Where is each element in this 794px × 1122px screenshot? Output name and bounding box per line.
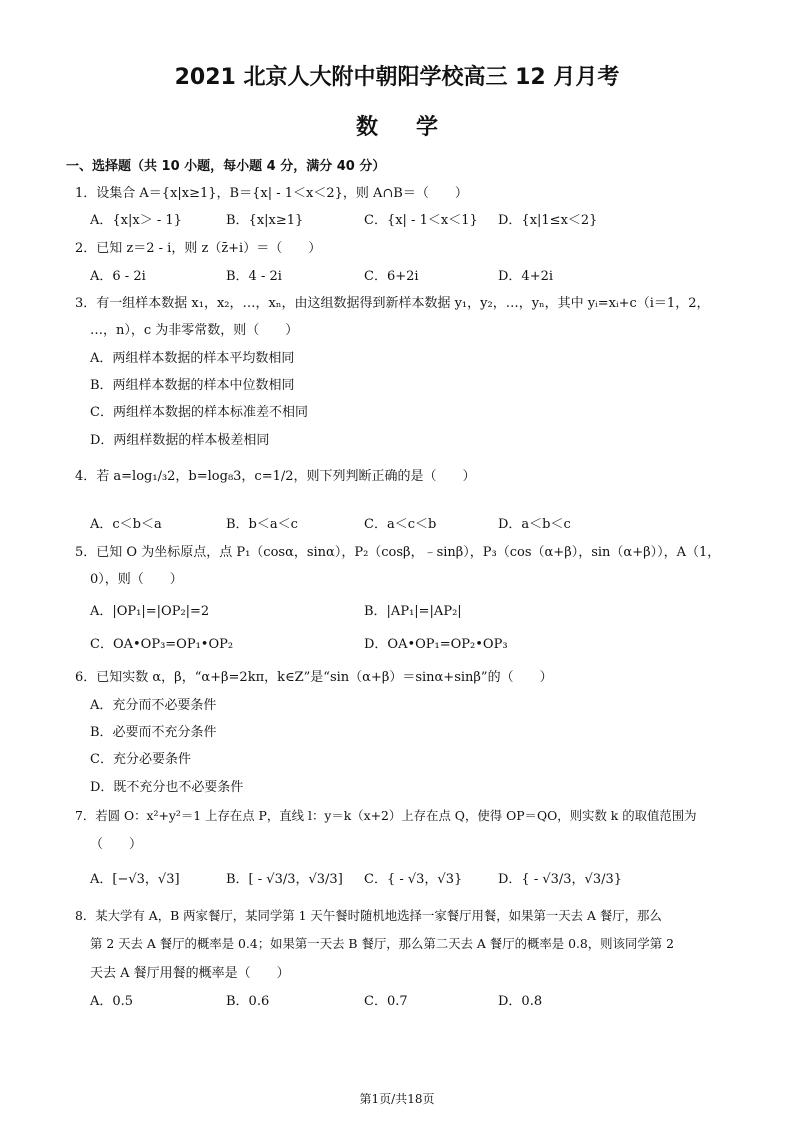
q5-option-a: A．|OP₁|=|OP₂|=2 (90, 604, 210, 619)
section-heading: 一、选择题（共 10 小题，每小题 4 分，满分 40 分） (66, 159, 386, 174)
page-number: 第1页/共18页 (359, 1092, 435, 1106)
question-7-stem-line-1: 7．若圆 O：x²+y²＝1 上存在点 P，直线 l：y＝k（x+2）上存在点 Q，使得 OP＝QO，则实数 k 的取值范围为 (75, 808, 697, 823)
q6-option-c: C．充分必要条件 (90, 752, 191, 767)
subject-title: 数学 (355, 115, 476, 140)
q8-option-c: C．0.7 (364, 994, 408, 1009)
q1-option-b: B．{x|x≥1} (226, 213, 304, 228)
q3-option-b: B．两组样本数据的样本中位数相同 (90, 378, 295, 393)
question-4-stem: 4．若 a=log₁/₃2，b=log₈3，c=1/2，则下列判断正确的是（ ） (75, 469, 476, 484)
question-8-stem-line-2: 第 2 天去 A 餐厅的概率是 0.4；如果第一天去 B 餐厅，那么第二天去 A 餐厅的概率是 0.8，则该同学第 2 (90, 936, 674, 951)
q6-option-b: B．必要而不充分条件 (90, 725, 217, 740)
q6-option-d: D．既不充分也不必要条件 (90, 780, 244, 795)
q2-option-b: B．4 - 2i (226, 269, 282, 284)
question-8-stem-line-3: 天去 A 餐厅用餐的概率是（ ） (90, 966, 290, 981)
question-1-stem: 1．设集合 A＝{x|x≥1}，B＝{x| - 1＜x＜2}，则 A∩B＝（ ） (75, 186, 468, 201)
page-title: 2021 北京人大附中朝阳学校高三 12 月月考 (174, 65, 620, 90)
q2-option-a: A．6 - 2i (90, 269, 146, 284)
q3-option-d: D．两组样数据的样本极差相同 (90, 433, 270, 448)
q8-option-d: D．0.8 (498, 994, 543, 1009)
q1-option-c: C．{x| - 1＜x＜1} (364, 213, 478, 228)
q4-option-d: D．a＜b＜c (498, 517, 571, 532)
question-7-stem-line-2: （ ） (90, 837, 143, 852)
q4-option-a: A．c＜b＜a (90, 517, 162, 532)
question-3-stem-line-2: …，n），c 为非零常数，则（ ） (90, 323, 299, 338)
question-3-stem-line-1: 3．有一组样本数据 x₁，x₂，…，xₙ，由这组数据得到新样本数据 y₁，y₂，…，yₙ，其中 yᵢ=xᵢ+c（i＝1，2， (75, 296, 710, 311)
q2-option-c: C．6+2i (364, 269, 419, 284)
q1-option-d: D．{x|1≤x＜2} (498, 213, 598, 228)
q4-option-b: B．b＜a＜c (226, 517, 298, 532)
q6-option-a: A．充分而不必要条件 (90, 698, 217, 713)
q2-option-d: D．4+2i (498, 269, 554, 284)
q3-option-c: C．两组样本数据的样本标准差不相同 (90, 405, 308, 420)
q5-option-d: D．OA•OP₁=OP₂•OP₃ (364, 637, 508, 652)
q7-option-c: C．{ - √3，√3} (364, 872, 463, 887)
question-5-stem-line-2: 0），则（ ） (90, 572, 183, 587)
question-2-stem: 2．已知 z＝2 - i，则 z（z̄+i）＝（ ） (75, 241, 322, 256)
q5-option-b: B．|AP₁|=|AP₂| (364, 604, 462, 619)
q8-option-b: B．0.6 (226, 994, 270, 1009)
question-6-stem: 6．已知实数 α，β，“α+β=2kπ，k∈Z”是“sin（α+β）＝sinα+sinβ”的（ ） (75, 670, 553, 685)
q7-option-a: A．[−√3，√3] (90, 872, 180, 887)
q5-option-c: C．OA•OP₃=OP₁•OP₂ (90, 637, 234, 652)
q7-option-d: D．{ - √3/3，√3/3} (498, 872, 623, 887)
q7-option-b: B．[ - √3/3，√3/3] (226, 872, 343, 887)
question-5-stem-line-1: 5．已知 O 为坐标原点，点 P₁（cosα，sinα），P₂（cosβ，﹣sinβ），P₃（cos（α+β），sin（α+β）），A（1， (75, 545, 721, 560)
question-8-stem-line-1: 8．某大学有 A，B 两家餐厅，某同学第 1 天午餐时随机地选择一家餐厅用餐，如果第一天去 A 餐厅，那么 (75, 908, 662, 923)
q8-option-a: A．0.5 (90, 994, 134, 1009)
q4-option-c: C．a＜c＜b (364, 517, 437, 532)
q1-option-a: A．{x|x＞ - 1} (90, 213, 182, 228)
q3-option-a: A．两组样本数据的样本平均数相同 (90, 351, 295, 366)
